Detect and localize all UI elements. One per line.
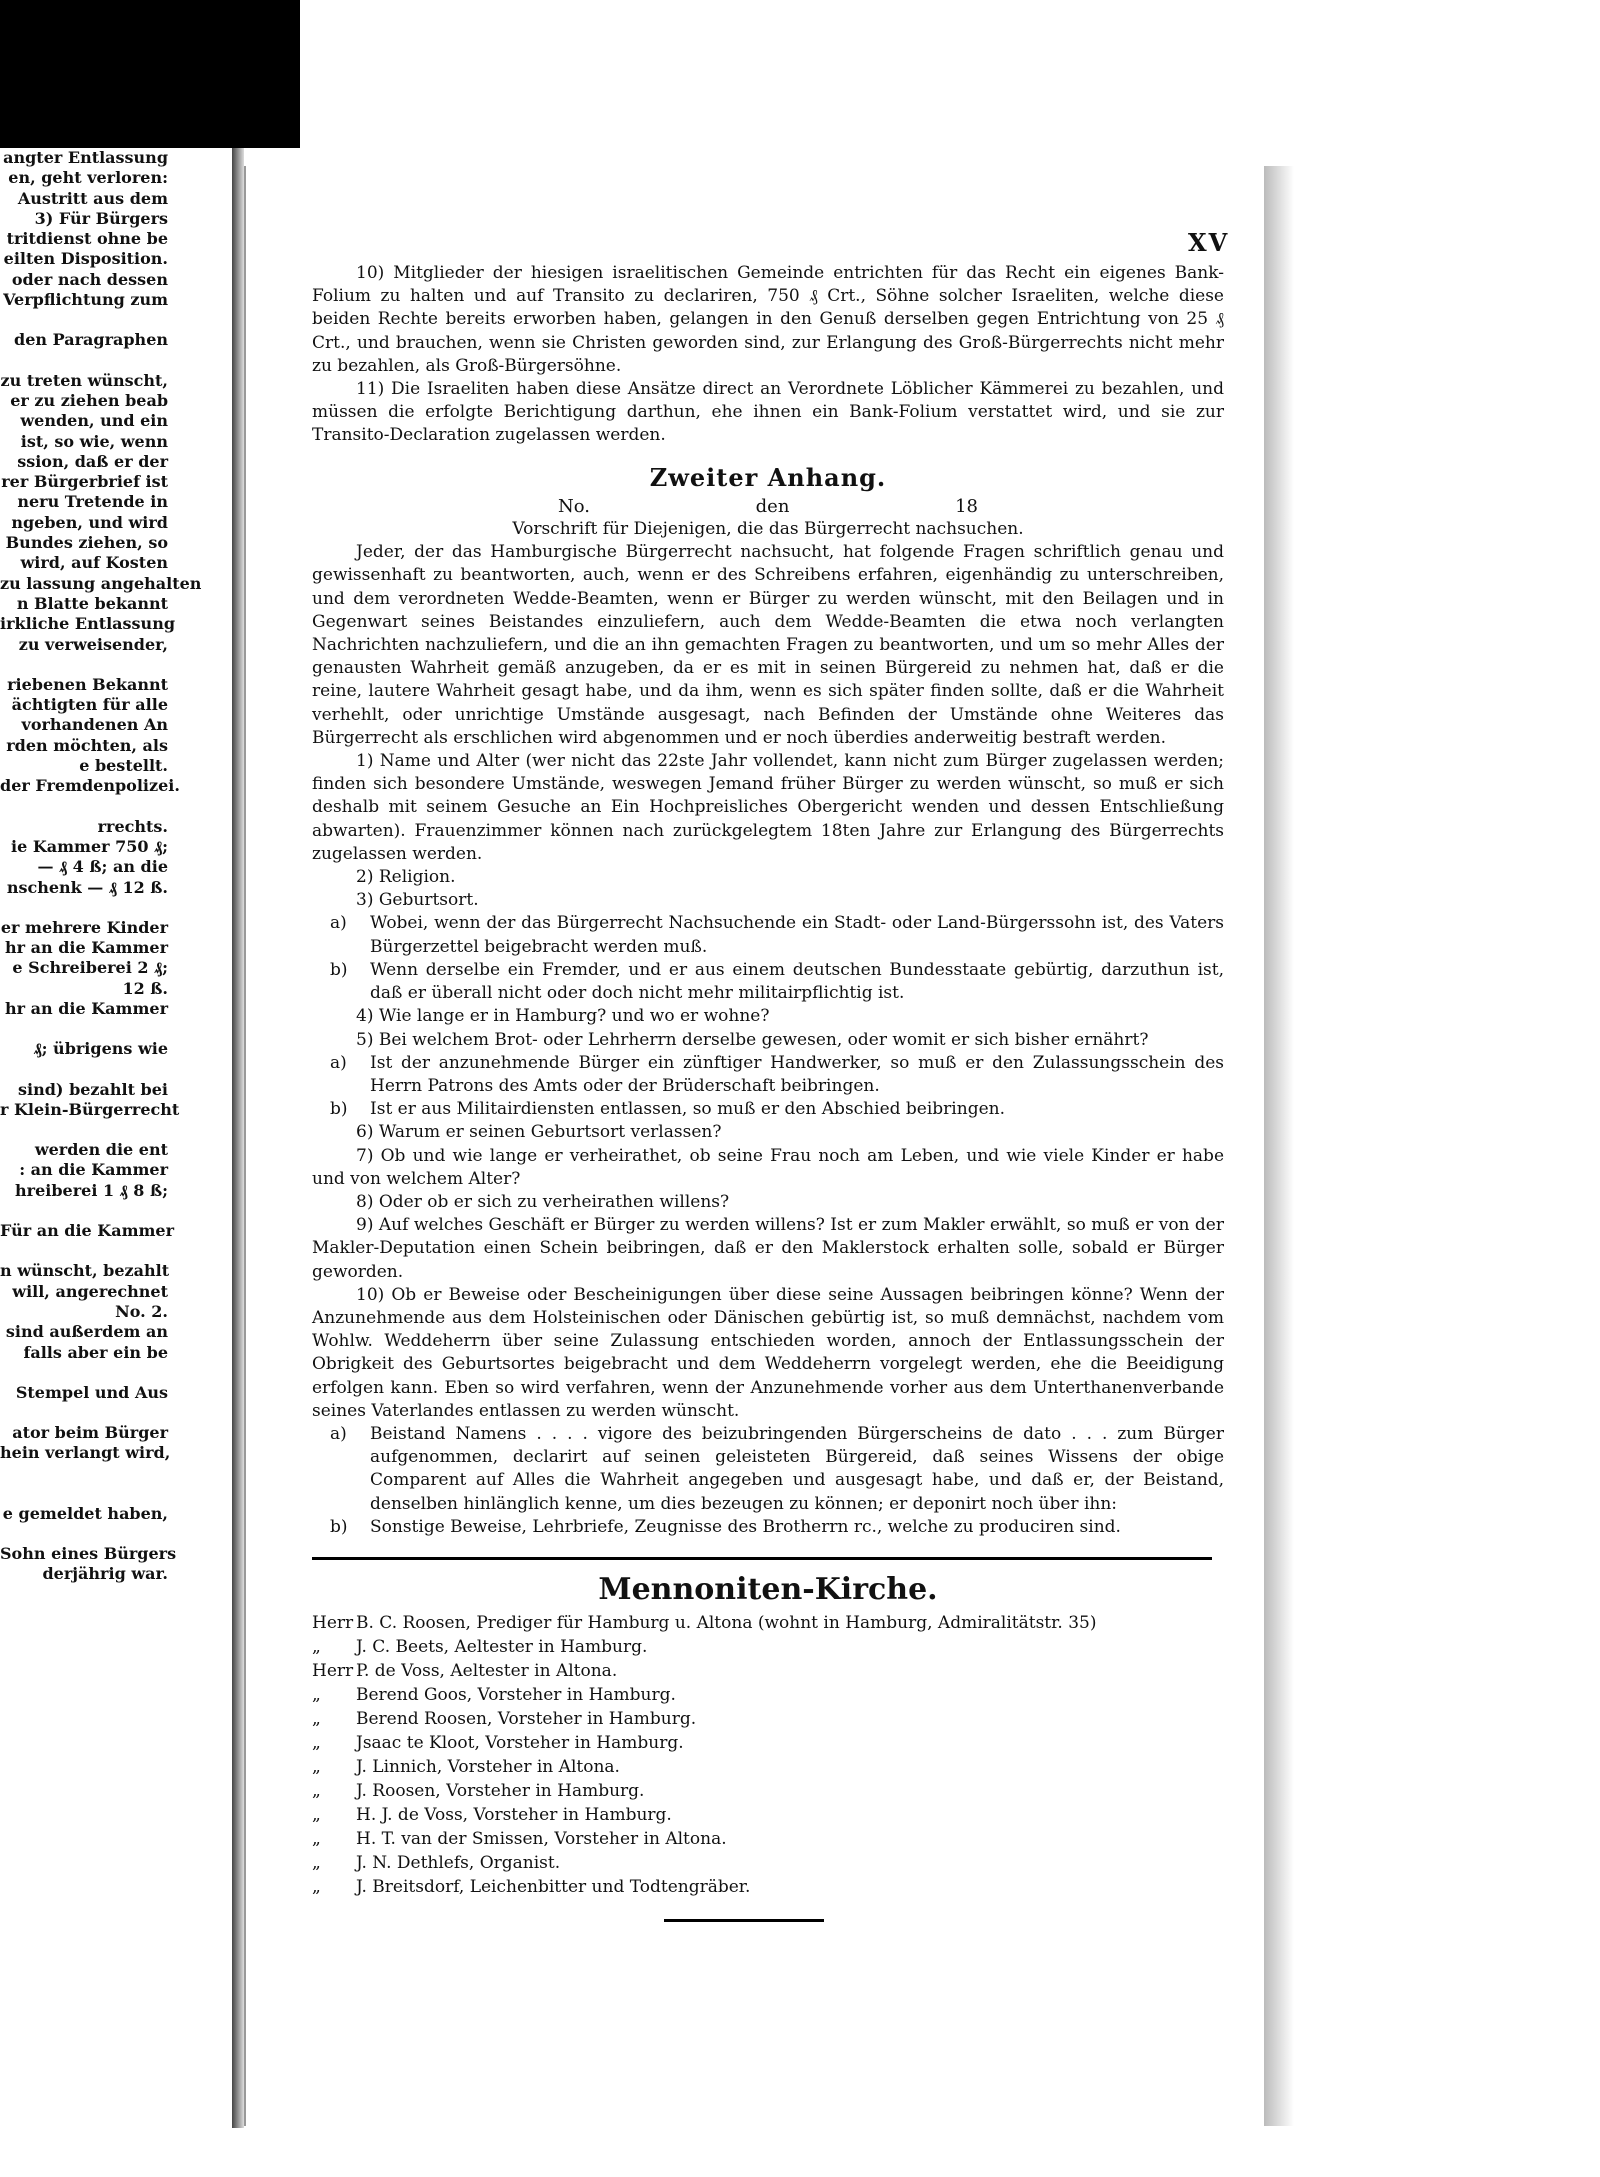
left-page-line bbox=[0, 1060, 232, 1080]
church-member bbox=[312, 1659, 1224, 1683]
left-page-line: derjährig war. bbox=[42, 1564, 168, 1584]
member-text: Jsaac te Kloot, Vorsteher in Hamburg. bbox=[356, 1733, 684, 1754]
item-text: Ist der anzunehmende Bürger ein zünftiger Handwerker, so muß er den Zulassungsschein des Herrn Patrons des Amts oder der Brüderschaft beibringen. bbox=[370, 1052, 1224, 1096]
church-member bbox=[312, 1611, 1224, 1635]
member-text: H. T. van der Smissen, Vorsteher in Altona. bbox=[356, 1829, 727, 1850]
left-page-line: rrechts. bbox=[97, 816, 168, 836]
left-page-line: eilten Disposition. bbox=[3, 249, 168, 269]
left-page-line bbox=[0, 1524, 232, 1544]
left-page-line: 3) Für Bürgers bbox=[34, 208, 168, 228]
question-3b bbox=[312, 959, 1224, 1005]
question-5a bbox=[312, 1052, 1224, 1098]
left-page-line: No. 2. bbox=[115, 1301, 168, 1321]
church-member bbox=[312, 1635, 1224, 1659]
member-prefix: „ bbox=[312, 1829, 321, 1850]
left-page-line: en, geht verloren: bbox=[8, 168, 168, 188]
item-label: b) bbox=[330, 1099, 348, 1120]
appendix-title: Zweiter Anhang. bbox=[649, 462, 887, 492]
question-10b bbox=[312, 1516, 1224, 1539]
member-prefix: „ bbox=[312, 1877, 321, 1898]
member-text: J. N. Dethlefs, Organist. bbox=[356, 1853, 561, 1874]
left-page-line: vorhandenen An bbox=[21, 715, 168, 735]
left-page-line: ngeben, und wird bbox=[11, 512, 168, 532]
left-page-line: zu lassung angehalten bbox=[0, 573, 202, 593]
item-text: Beistand Namens . . . . vigore des beizubringenden Bürgerscheins de dato . . . zum Bürger aufgenommen, declarirt auf seinen geleisteten Bürgereid, daß seines Wissens der obige Comparent auf Alles die Wahrheit angegeben und ausgesagt habe, und daß er, der Beistand, denselben hinlänglich kenne, um dies bezeugen zu können; er deponirt noch über ihn: bbox=[370, 1423, 1224, 1514]
left-page-line: ie Kammer 750 ₰; bbox=[10, 836, 168, 856]
left-page-line: Austritt aus dem bbox=[17, 188, 168, 208]
left-page-line: irkliche Entlassung bbox=[0, 614, 176, 634]
member-prefix: Herr bbox=[312, 1613, 354, 1634]
left-page-line: e Schreiberei 2 ₰; bbox=[12, 958, 168, 978]
question-10: 10) Ob er Beweise oder Bescheinigungen über diese seine Aussagen beibringen könne? Wenn der Anzunehmende aus dem Holsteinischen oder Dänischen gebürtig ist, so muß demnächst, nachdem vom Wohlw. Weddeherrn über seine Zulassung entschieden worden, annoch der Entlassungsschein der Obrigkeit des Geburtsortes beigebracht und dem Weddeherrn vorgelegt werden, ehe die Beeidigung erfolgen kann. Eben so wird verfahren, wenn der Anzunehmende vorher aus dem Unterthanenverbande seines Vaterlandes entlassen zu werden wünscht. bbox=[312, 1284, 1224, 1421]
form-no-label: No. bbox=[558, 495, 590, 517]
left-page-line: — ₰ 4 ß; an die bbox=[37, 857, 168, 877]
form-number-line bbox=[558, 495, 978, 518]
left-page-line: neru Tretende in bbox=[17, 492, 168, 512]
left-page-line: n wünscht, bezahlt bbox=[0, 1261, 170, 1281]
left-page-line bbox=[0, 655, 232, 675]
left-page-line bbox=[0, 1120, 232, 1140]
end-rule bbox=[664, 1919, 824, 1922]
question-9: 9) Auf welches Geschäft er Bürger zu werden willens? Ist er zum Makler erwählt, so muß er von der Makler-Deputation einen Schein beibringen, daß er den Maklerstock erhalten solle, sobald er Bürger geworden. bbox=[312, 1215, 1224, 1282]
question-3a bbox=[312, 912, 1224, 958]
left-page-line: er mehrere Kinder bbox=[0, 917, 168, 937]
left-page-line: Stempel und Aus bbox=[15, 1382, 168, 1402]
left-page-line bbox=[0, 898, 232, 918]
question-3: 3) Geburtsort. bbox=[356, 890, 479, 911]
member-text: J. C. Beets, Aeltester in Hamburg. bbox=[356, 1637, 648, 1658]
member-prefix: „ bbox=[312, 1757, 321, 1778]
left-page-line: oder nach dessen bbox=[11, 269, 168, 289]
church-member bbox=[312, 1683, 1224, 1707]
left-page-line: hreiberei 1 ₰ 8 ß; bbox=[15, 1180, 168, 1200]
left-page-line: tritdienst ohne be bbox=[6, 229, 168, 249]
question-8: 8) Oder ob er sich zu verheirathen willens? bbox=[356, 1191, 730, 1212]
item-text: Wobei, wenn der das Bürgerrecht Nachsuchende ein Stadt- oder Land-Bürgerssohn ist, des Vaters Bürgerzettel beigebracht werden muß. bbox=[370, 913, 1224, 957]
member-prefix: Herr bbox=[312, 1661, 354, 1682]
left-page-line: sind) bezahlt bei bbox=[18, 1079, 168, 1099]
left-page-line: wenden, und ein bbox=[20, 411, 168, 431]
member-prefix: „ bbox=[312, 1685, 321, 1706]
left-page-line: n Blatte bekannt bbox=[16, 593, 168, 613]
item-label: a) bbox=[330, 1423, 347, 1444]
form-year-label: 18 bbox=[955, 495, 978, 517]
member-text: B. C. Roosen, Prediger für Hamburg u. Altona (wohnt in Hamburg, Admiralitätstr. 35) bbox=[356, 1613, 1097, 1634]
left-page-line: falls aber ein be bbox=[23, 1342, 168, 1362]
left-page-line: 12 ß. bbox=[122, 978, 168, 998]
item-text: Wenn derselbe ein Fremder, und er aus einem deutschen Bundesstaate gebürtig, darzuthun ist, daß er überall nicht oder doch nicht mehr militairpflichtig ist. bbox=[370, 959, 1224, 1004]
left-page-line: r Klein-Bürgerrecht bbox=[0, 1099, 180, 1119]
member-prefix: „ bbox=[312, 1637, 321, 1658]
section-divider bbox=[312, 1557, 1212, 1560]
left-page-line: ssion, daß er der bbox=[17, 451, 168, 471]
question-5b bbox=[312, 1098, 1224, 1121]
member-text: J. Breitsdorf, Leichenbitter und Todtengräber. bbox=[356, 1877, 751, 1898]
member-prefix: „ bbox=[312, 1853, 321, 1874]
item-label: b) bbox=[330, 959, 348, 980]
church-member bbox=[312, 1851, 1224, 1875]
member-text: Berend Goos, Vorsteher in Hamburg. bbox=[356, 1685, 676, 1706]
member-text: H. J. de Voss, Vorsteher in Hamburg. bbox=[356, 1805, 672, 1826]
question-7: 7) Ob und wie lange er verheirathet, ob seine Frau noch am Leben, und wie viele Kinder er habe und von welchem Alter? bbox=[312, 1145, 1224, 1189]
form-intro: Jeder, der das Hamburgische Bürgerrecht nachsucht, hat folgende Fragen schriftlich genau und gewissenhaft zu beantworten, auch, wenn er des Schreibens erfahren, eigenhändig zu unterschreiben, und dem verordneten Wedde-Beamten, wenn er Bürger zu werden wünscht, mit den Beilagen und in Gegenwart seines Beistandes einzuliefern, auch dem Wedde-Beamten die etwa noch verlangten Nachrichten nachzuliefern, und die an ihn gemachten Fragen zu beantworten, und um so mehr Alles der genausten Wahrheit gemäß anzugeben, da er es mit in seinen Bürgereid zu nehmen hat, daß er die reine, lautere Wahrheit gesagt habe, und da ihm, wenn es sich später finden sollte, daß er die Wahrheit verhehlt, oder unrichtige Umstände ausgesagt, nach Befinden der Umstände ohne Weiteres das Bürgerrecht als erschlichen wird abgenommen und er noch überdies anderweitig bestraft werden. bbox=[312, 542, 1224, 748]
member-prefix: „ bbox=[312, 1805, 321, 1826]
scan-border-top bbox=[0, 0, 300, 148]
item-label: a) bbox=[330, 913, 347, 934]
paragraph-10: 10) Mitglieder der hiesigen israelitischen Gemeinde entrichten für das Recht ein eigenes Bank-Folium zu halten und auf Transito zu declariren, 750 ₰ Crt., Söhne solcher Israeliten, welche diese beiden Rechte bereits erworben haben, gelangen in den Genuß derselben gegen Entrichtung von 25 ₰ Crt., und brauchen, wenn sie Christen geworden sind, zur Erlangung des Groß-Bürgerrechts nicht mehr zu bezahlen, als Groß-Bürgersöhne. bbox=[312, 263, 1224, 376]
left-page-line: Sohn eines Bürgers bbox=[0, 1544, 177, 1564]
member-text: J. Roosen, Vorsteher in Hamburg. bbox=[356, 1781, 645, 1802]
church-member bbox=[312, 1755, 1224, 1779]
left-page-line bbox=[0, 1241, 232, 1261]
left-page-line bbox=[0, 310, 232, 330]
item-label: b) bbox=[330, 1516, 348, 1537]
left-page-line: rer Bürgerbrief ist bbox=[1, 472, 168, 492]
form-subtitle: Vorschrift für Diejenigen, die das Bürgerrecht nachsuchen. bbox=[512, 519, 1024, 540]
member-text: Berend Roosen, Vorsteher in Hamburg. bbox=[356, 1709, 697, 1730]
left-page-line: ächtigten für alle bbox=[11, 695, 168, 715]
left-page-line: sind außerdem an bbox=[5, 1322, 168, 1342]
left-page-line bbox=[0, 797, 232, 817]
left-page-line: will, angerechnet bbox=[12, 1281, 168, 1301]
book-gutter bbox=[232, 148, 244, 2128]
page-number: XV bbox=[1188, 228, 1230, 257]
question-4: 4) Wie lange er in Hamburg? und wo er wohne? bbox=[356, 1006, 770, 1027]
left-page-line bbox=[0, 1403, 232, 1423]
left-page-line: e bestellt. bbox=[79, 756, 168, 776]
left-page-line bbox=[0, 1363, 232, 1383]
paragraph-11: 11) Die Israeliten haben diese Ansätze direct an Verordnete Löblicher Kämmerei zu bezahlen, und müssen die erfolgte Berichtigung darthun, ehe ihnen ein Bank-Folium verstattet wird, und sie zur Transito-Declaration zugelassen werden. bbox=[312, 379, 1224, 446]
left-page-line: Bundes ziehen, so bbox=[5, 533, 168, 553]
member-prefix: „ bbox=[312, 1733, 321, 1754]
church-member bbox=[312, 1707, 1224, 1731]
left-page-line: angter Entlassung bbox=[3, 148, 168, 167]
left-page-line: er zu ziehen beab bbox=[10, 390, 168, 410]
question-6: 6) Warum er seinen Geburtsort verlassen? bbox=[356, 1122, 722, 1143]
left-page-line: nschenk — ₰ 12 ß. bbox=[6, 877, 168, 897]
church-member bbox=[312, 1875, 1224, 1899]
left-page-line: zu treten wünscht, bbox=[0, 370, 168, 390]
church-member bbox=[312, 1827, 1224, 1851]
church-title: Mennoniten-Kirche. bbox=[598, 1571, 938, 1607]
item-text: Ist er aus Militairdiensten entlassen, so muß er den Abschied beibringen. bbox=[370, 1099, 1005, 1120]
left-page-line: riebenen Bekannt bbox=[7, 674, 168, 694]
left-page bbox=[0, 148, 234, 2128]
item-label: a) bbox=[330, 1052, 347, 1073]
left-page-line: e gemeldet haben, bbox=[2, 1503, 168, 1523]
left-page-line: ₰; übrigens wie bbox=[33, 1039, 168, 1059]
church-member bbox=[312, 1803, 1224, 1827]
question-1: 1) Name und Alter (wer nicht das 22ste Jahr vollendet, kann nicht zum Bürger zugelassen werden; finden sich besondere Umstände, weswegen Jemand früher Bürger zu werden wünscht, so muß er sich deshalb mit seinem Gesuche an Ein Hochpreisliches Obergericht wenden und dessen Entschließung abwarten). Frauenzimmer können nach zurückgelegtem 18ten Jahre zur Erlangung des Bürgerrechts zugelassen werden. bbox=[312, 751, 1224, 864]
left-page-line bbox=[0, 1201, 232, 1221]
left-page-line: hr an die Kammer bbox=[5, 998, 168, 1018]
left-page-line: den Paragraphen bbox=[14, 330, 168, 350]
left-page-line: ator beim Bürger bbox=[12, 1423, 168, 1443]
form-den-label: den bbox=[755, 495, 790, 517]
left-page-line: : an die Kammer bbox=[19, 1160, 168, 1180]
left-page-line: werden die ent bbox=[34, 1140, 168, 1160]
question-2: 2) Religion. bbox=[356, 867, 456, 888]
left-page-line bbox=[0, 1464, 232, 1484]
left-page-line: wird, auf Kosten bbox=[20, 553, 168, 573]
question-10a bbox=[312, 1423, 1224, 1516]
page-content bbox=[312, 262, 1224, 1922]
member-text: P. de Voss, Aeltester in Altona. bbox=[356, 1661, 618, 1682]
member-prefix: „ bbox=[312, 1781, 321, 1802]
question-5: 5) Bei welchem Brot- oder Lehrherrn derselbe gewesen, oder womit er sich bisher ernährt? bbox=[356, 1029, 1149, 1050]
left-page-line: Verpflichtung zum bbox=[3, 290, 168, 310]
church-member-list bbox=[312, 1611, 1224, 1899]
left-page-line bbox=[0, 1019, 232, 1039]
left-page-line: rden möchten, als bbox=[6, 735, 168, 755]
left-page-line: Für an die Kammer bbox=[0, 1221, 175, 1241]
member-text: J. Linnich, Vorsteher in Altona. bbox=[356, 1757, 620, 1778]
left-page-line: hr an die Kammer bbox=[5, 938, 168, 958]
left-page-line: ist, so wie, wenn bbox=[20, 431, 168, 451]
member-prefix: „ bbox=[312, 1709, 321, 1730]
left-page-line: der Fremdenpolizei. bbox=[0, 776, 180, 796]
church-member bbox=[312, 1779, 1224, 1803]
left-page-line: zu verweisender, bbox=[18, 634, 168, 654]
left-page-line bbox=[0, 1484, 232, 1504]
item-text: Sonstige Beweise, Lehrbriefe, Zeugnisse des Brotherrn rc., welche zu produciren sind. bbox=[370, 1516, 1121, 1537]
left-page-line bbox=[0, 351, 232, 371]
left-page-line: hein verlangt wird, bbox=[0, 1443, 171, 1463]
church-member bbox=[312, 1731, 1224, 1755]
page-edge-shadow bbox=[1264, 166, 1294, 2126]
